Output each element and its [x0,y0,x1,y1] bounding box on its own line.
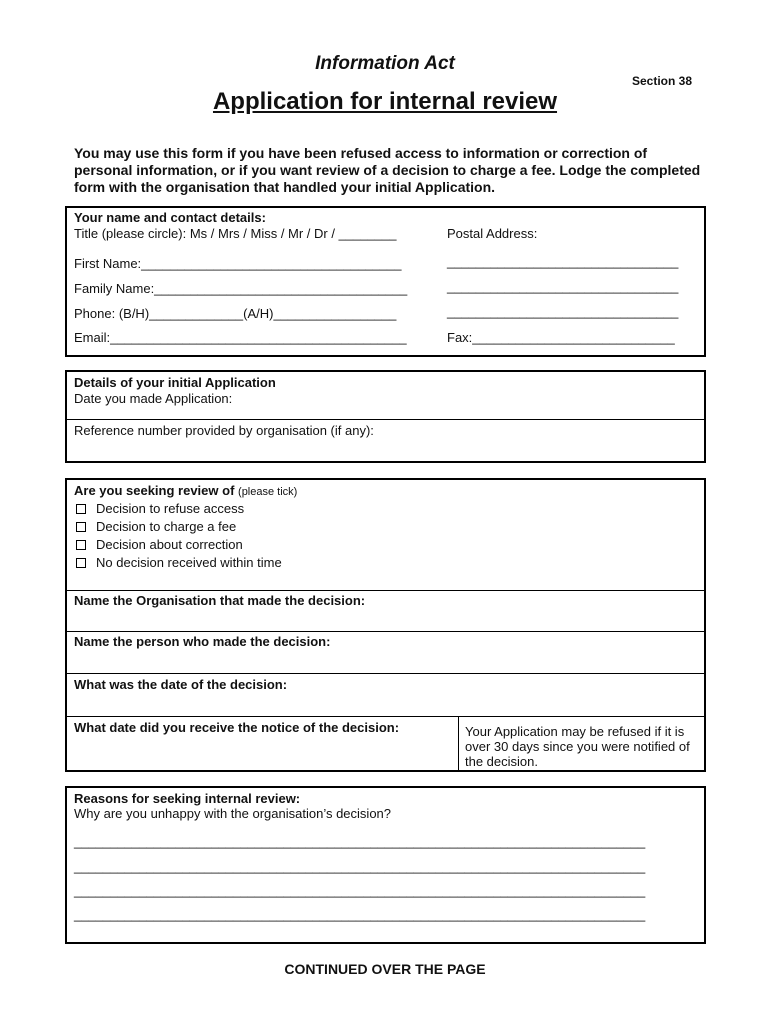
review-heading [74,483,297,500]
reasons-question: Why are you unhappy with the organisation’s decision? [74,806,392,821]
review-heading-text: Are you seeking review of [74,483,235,498]
reasons-heading: Reasons for seeking internal review: [74,791,301,806]
reasons-line-3[interactable]: _______________________________________________________________________________ [74,883,646,898]
checkbox-icon[interactable] [76,558,86,568]
postal-address-line-3[interactable]: ________________________________ [447,304,679,319]
email-field[interactable]: Email:_________________________________________ [74,330,407,345]
continued-notice: CONTINUED OVER THE PAGE [284,961,486,977]
fax-field[interactable]: Fax:____________________________ [447,330,675,345]
option-refuse-access[interactable]: Decision to refuse access [76,501,244,516]
initial-application-section [65,370,706,463]
reasons-line-1[interactable]: _______________________________________________________________________________ [74,834,646,849]
intro-paragraph: You may use this form if you have been refused access to information or correction of personal information, or if you want review of a decision to charge a fee. Lodge the completed form with the organisation that handled your initial Application. [74,145,701,195]
notice-deadline-note: Your Application may be refused if it is over 30 days since you were notified of the decision. [465,724,690,769]
application-date-field[interactable]: Date you made Application: [74,391,233,406]
row-divider [67,419,704,420]
postal-address-line-2[interactable]: ________________________________ [447,279,679,294]
organisation-field[interactable]: Name the Organisation that made the decision: [74,593,366,608]
reasons-section [65,786,706,944]
reasons-line-2[interactable]: _______________________________________________________________________________ [74,859,646,874]
option-correction[interactable]: Decision about correction [76,537,243,552]
section-reference: Section 38 [632,74,693,88]
notice-date-field[interactable]: What date did you receive the notice of the decision: [74,720,400,735]
initial-application-heading: Details of your initial Application [74,375,276,390]
review-heading-note: (please tick) [238,486,298,498]
review-section [65,478,706,772]
row-divider [67,716,704,717]
decision-date-field[interactable]: What was the date of the decision: [74,677,288,692]
checkbox-icon[interactable] [76,540,86,550]
option-charge-fee[interactable]: Decision to charge a fee [76,519,236,534]
column-divider [458,716,459,770]
decision-maker-field[interactable]: Name the person who made the decision: [74,634,331,649]
contact-heading: Your name and contact details: [74,210,266,225]
row-divider [67,590,704,591]
option-no-decision[interactable]: No decision received within time [76,555,282,570]
row-divider [67,673,704,674]
reasons-line-4[interactable]: _______________________________________________________________________________ [74,907,646,922]
postal-address-label: Postal Address: [447,226,538,241]
family-name-field[interactable]: Family Name:___________________________________ [74,281,408,296]
first-name-field[interactable]: First Name:____________________________________ [74,256,402,271]
reference-number-field[interactable]: Reference number provided by organisation (if any): [74,423,374,438]
form-title: Application for internal review [212,88,558,115]
checkbox-icon[interactable] [76,504,86,514]
title-field[interactable]: Title (please circle): Ms / Mrs / Miss / Mr / Dr / ________ [74,226,397,241]
row-divider [67,631,704,632]
phone-field[interactable]: Phone: (B/H)_____________(A/H)_________________ [74,306,397,321]
postal-address-line-1[interactable]: ________________________________ [447,254,679,269]
contact-details-section [65,206,706,357]
act-title: Information Act [315,53,455,74]
checkbox-icon[interactable] [76,522,86,532]
